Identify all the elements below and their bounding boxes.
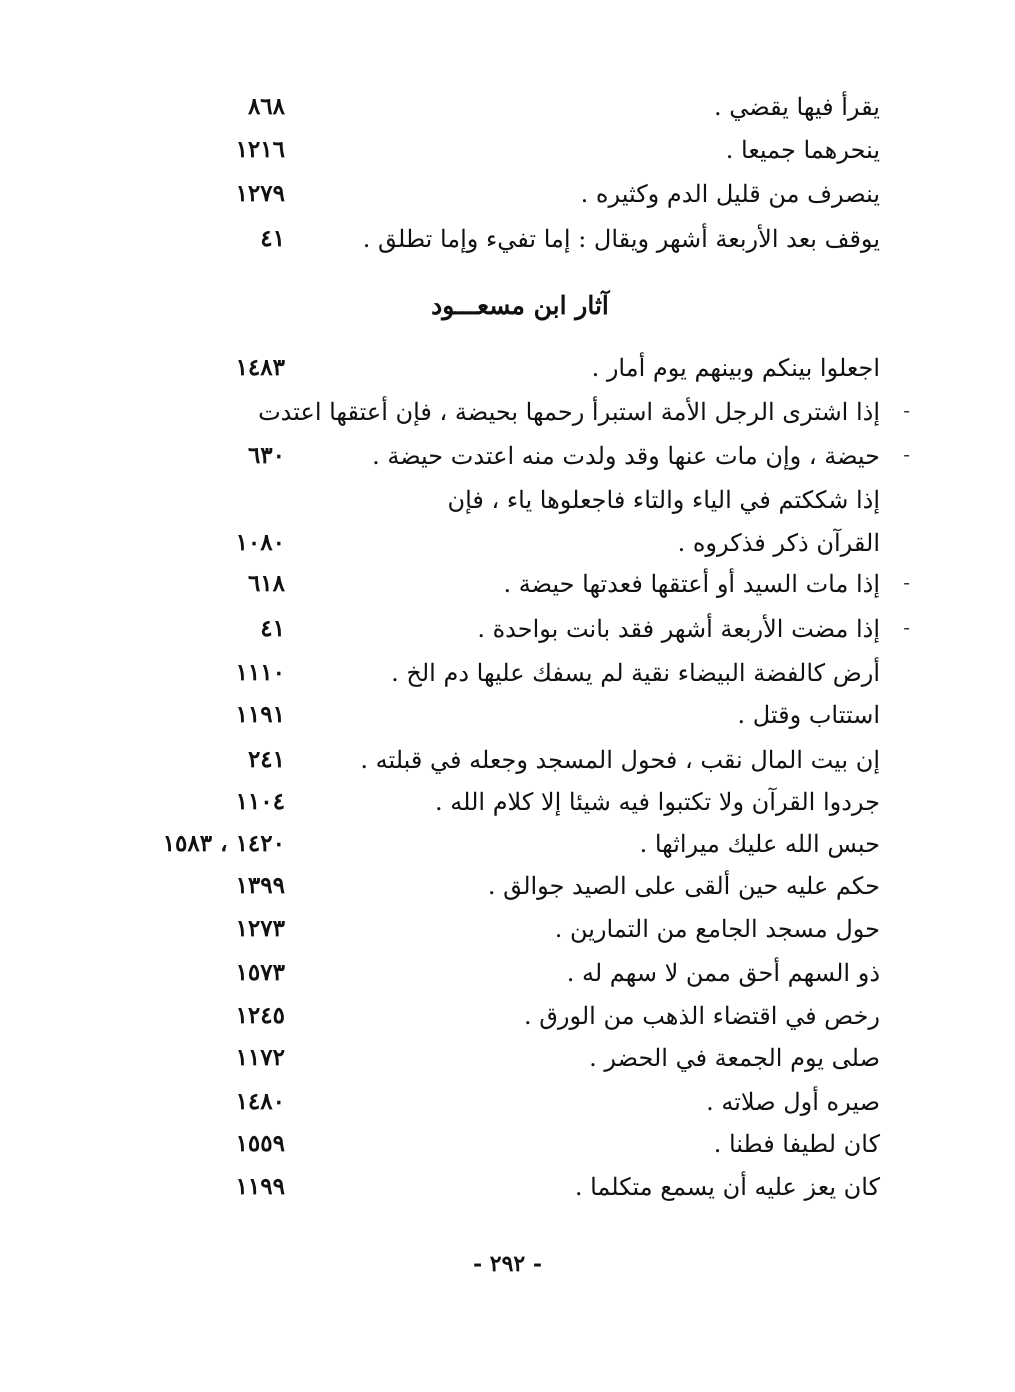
entry-page-ref: ١١٩١ [235,701,285,728]
entry-page-ref: ١١١٠ [235,659,285,686]
index-entry [160,952,880,994]
entry-page-ref: ٤١ [260,615,285,642]
entry-page-ref: ١١٩٩ [235,1173,285,1200]
entry-text: حيضة ، وإن مات عنها وقد ولدت منه اعتدت حيضة . [372,442,880,470]
entry-page-ref: ١٠٨٠ [235,529,285,556]
entry-text: رخص في اقتضاء الذهب من الورق . [523,1002,880,1030]
index-entry [160,563,910,605]
index-entry [160,479,880,521]
section-title: آثار ابن مسعـــود [431,291,609,320]
entry-page-ref: ١٢٤٥ [235,1002,285,1029]
entry-page-ref: ٦٣٠ [247,442,285,469]
index-entry [160,1037,880,1079]
index-entry [160,694,880,736]
entry-text: أرض كالفضة البيضاء نقية لم يسفك عليها دم الخ . [391,659,880,687]
entry-text: ذو السهم أحق ممن لا سهم له . [566,959,880,987]
entry-page-ref: ٦١٨ [247,570,285,597]
entry-text: إذا مضت الأربعة أشهر فقد بانت بواحدة . [477,615,880,643]
entry-page-ref: ٤١ [260,225,285,252]
entry-page-ref: ١٤٨٣ [235,354,285,381]
entry-page-ref: ١٢٧٩ [235,180,285,207]
index-entry [160,908,880,950]
entry-text: يوقف بعد الأربعة أشهر ويقال : إما تفيء وإما تطلق . [362,225,880,253]
entry-text: حكم عليه حين ألقى على الصيد جوالق . [487,872,880,900]
index-entry [160,522,880,564]
entry-text: كان لطيفا فطنا . [713,1130,880,1158]
entry-marker: - [903,615,910,639]
entry-page-ref: ١٤٢٠ ، ١٥٨٣ [162,830,285,857]
entry-text: إذا مات السيد أو أعتقها فعدتها حيضة . [503,570,880,598]
index-entry [160,1123,880,1165]
entry-page-ref: ١٥٥٩ [235,1130,285,1157]
entry-text: إن بيت المال نقب ، فحول المسجد وجعله في قبلته . [360,746,880,774]
entry-marker: - [903,398,910,422]
index-entry [160,608,910,650]
index-entry [160,218,880,260]
index-entry [160,823,880,865]
index-entry [160,995,880,1037]
entry-page-ref: ١٢٧٣ [235,915,285,942]
index-entry [160,865,880,907]
entry-text: إذا اشترى الرجل الأمة استبرأ رحمها بحيضة ، فإن أعتقها اعتدت [258,398,880,426]
index-entry [160,347,880,389]
index-entry [160,391,910,433]
index-entry [160,739,880,781]
entry-text: اجعلوا بينكم وبينهم يوم أمار . [591,354,880,382]
entry-marker: - [903,570,910,594]
index-entry [160,173,880,215]
index-entry [160,435,910,477]
entry-text: كان يعز عليه أن يسمع متكلما . [574,1173,880,1201]
entry-page-ref: ١١٠٤ [235,788,285,815]
entry-page-ref: ١٣٩٩ [235,872,285,899]
entry-text: استتاب وقتل . [737,701,880,729]
entry-page-ref: ١٤٨٠ [235,1088,285,1115]
entry-marker: - [903,442,910,466]
entry-page-ref: ٢٤١ [247,746,285,773]
entry-page-ref: ١٢١٦ [235,136,285,163]
entry-text: إذا شككتم في الياء والتاء فاجعلوها ياء ، فإن [447,486,880,514]
entry-page-ref: ١٥٧٣ [235,959,285,986]
index-entry [160,129,880,171]
index-entry [160,1166,880,1208]
entry-text: ينصرف من قليل الدم وكثيره . [580,180,880,208]
index-entry [160,652,880,694]
entry-page-ref: ٨٦٨ [247,93,285,120]
entry-page-ref: ١١٧٢ [235,1044,285,1071]
index-entry [160,781,880,823]
entry-text: يقرأ فيها يقضي . [714,93,880,121]
entry-text: ينحرهما جميعا . [725,136,880,164]
entry-text: حول مسجد الجامع من التمارين . [554,915,880,943]
entry-text: القرآن ذكر فذكروه . [677,529,880,557]
entry-text: صلى يوم الجمعة في الحضر . [589,1044,880,1072]
index-entry [160,1081,880,1123]
entry-text: صيره أول صلاته . [706,1088,880,1116]
page-number: - ٢٩٢ - [472,1251,543,1277]
index-entry [160,86,880,128]
entry-text: حبس الله عليك ميراثها . [639,830,880,858]
entry-text: جردوا القرآن ولا تكتبوا فيه شيئا إلا كلام الله . [435,788,880,816]
